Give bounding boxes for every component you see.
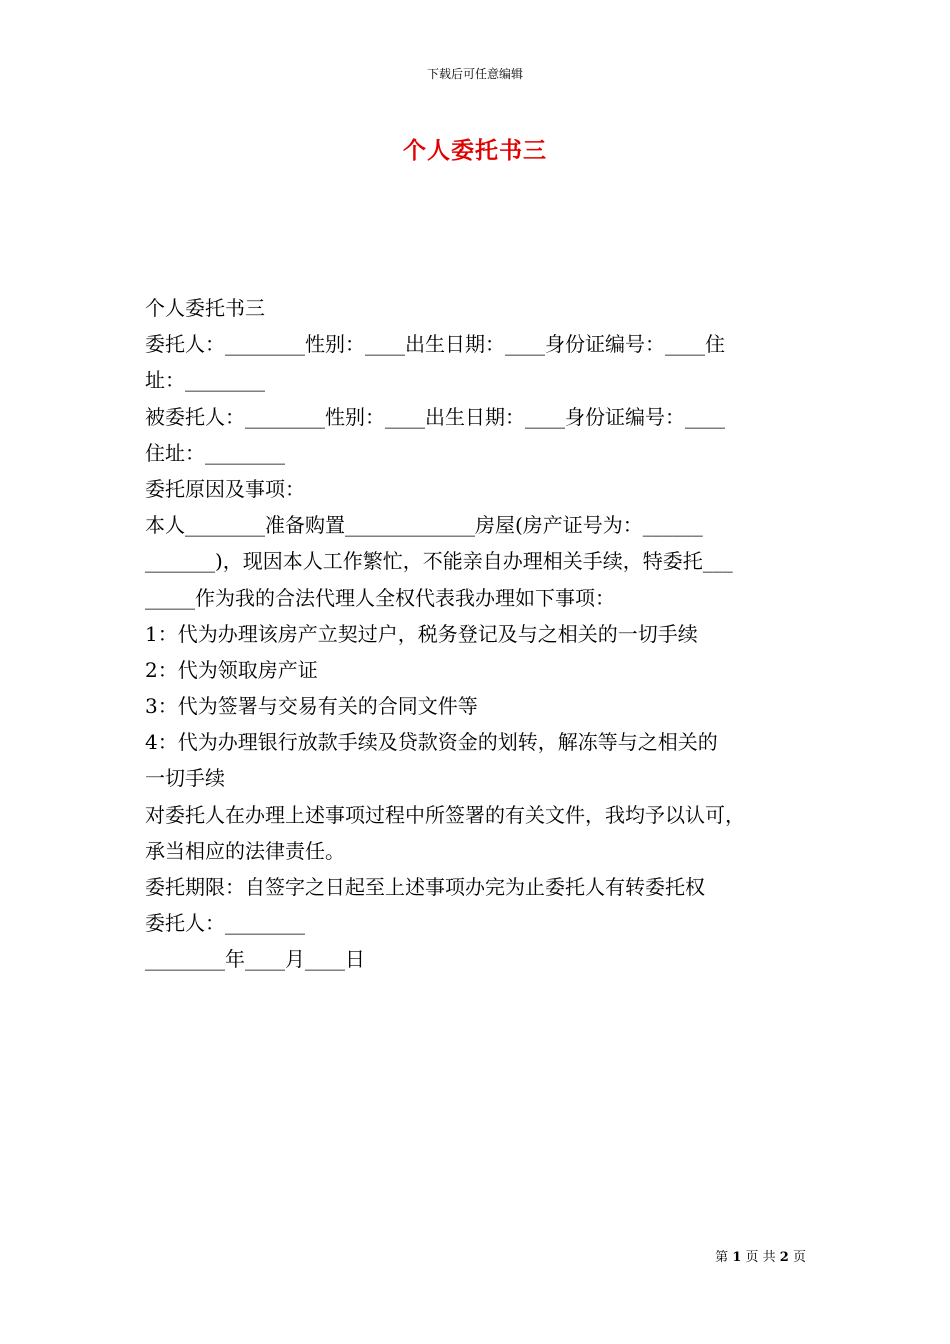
body-line: _____作为我的合法代理人全权代表我办理如下事项： bbox=[145, 585, 615, 610]
header-note: 下载后可任意编辑 bbox=[426, 67, 523, 81]
page-prefix: 第 bbox=[715, 1250, 729, 1265]
body-line: 委托期限：自签字之日起至上述事项办完为止委托人有转委托权 bbox=[145, 875, 705, 899]
document-body bbox=[145, 290, 815, 978]
body-line: 被委托人：________性别：____出生日期：____身份证编号：____ bbox=[145, 404, 725, 429]
page-current: 1 bbox=[732, 1250, 742, 1265]
document-title: 个人委托书三 bbox=[403, 137, 547, 164]
page-suffix: 页 bbox=[792, 1250, 806, 1265]
body-line: 对委托人在办理上述事项过程中所签署的有关文件，我均予以认可， bbox=[145, 802, 745, 827]
body-line: 4：代为办理银行放款手续及贷款资金的划转，解冻等与之相关的 bbox=[145, 730, 718, 755]
body-line: 1：代为办理该房产立契过户，税务登记及与之相关的一切手续 bbox=[145, 621, 698, 646]
body-line: 委托原因及事项： bbox=[145, 476, 305, 501]
body-line: 个人委托书三 bbox=[145, 296, 265, 320]
body-line: 2：代为领取房产证 bbox=[145, 657, 318, 682]
body-line: 3：代为签署与交易有关的合同文件等 bbox=[145, 694, 478, 719]
body-line: 承当相应的法律责任。 bbox=[145, 838, 345, 863]
page-middle: 页 共 bbox=[745, 1250, 776, 1265]
body-line: 委托人：________ bbox=[145, 911, 305, 936]
page-total: 2 bbox=[779, 1250, 789, 1265]
body-line: 一切手续 bbox=[145, 766, 225, 791]
body-line: _______)，现因本人工作繁忙，不能亲自办理相关手续，特委托___ bbox=[145, 549, 733, 574]
body-line: 住址：________ bbox=[145, 440, 285, 465]
page-number bbox=[715, 1250, 806, 1266]
body-line: 本人________准备购置_____________房屋(房产证号为：______ bbox=[145, 513, 703, 538]
body-line: 址：________ bbox=[145, 368, 265, 393]
body-line: ________年____月____日 bbox=[145, 947, 365, 972]
body-line: 委托人：________性别：____出生日期：____身份证编号：____住 bbox=[145, 332, 725, 357]
